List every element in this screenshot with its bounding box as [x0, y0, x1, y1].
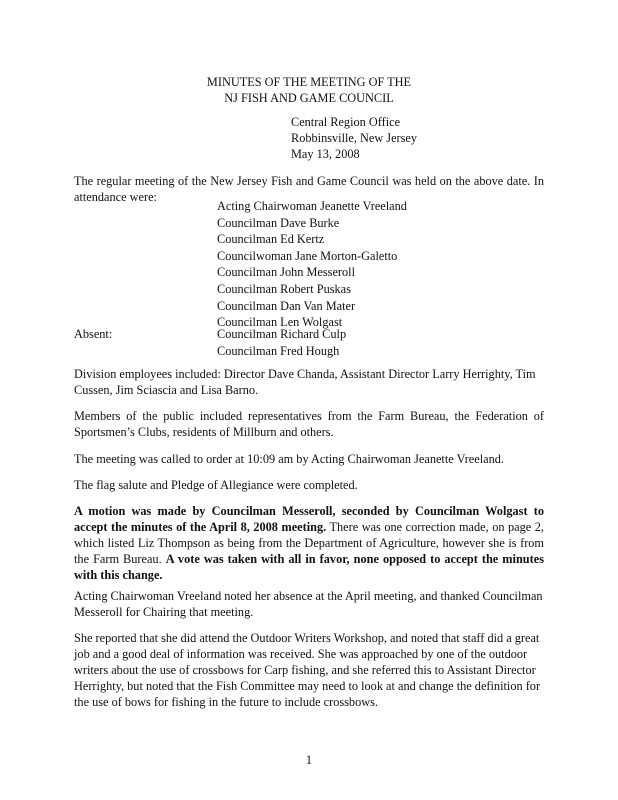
absentee: Councilman Fred Hough	[217, 343, 340, 358]
absent-list	[217, 326, 346, 359]
called-to-order-paragraph: The meeting was called to order at 10:09 am by Acting Chairwoman Jeanette Vreeland.	[74, 452, 504, 466]
attendee: Councilman Robert Puskas	[217, 281, 351, 296]
public-attendance-paragraph: Members of the public included representatives from the Farm Bureau, the Federation of Sportsmen’s Clubs, residents of Millburn and others.	[74, 409, 544, 439]
attendee: Councilman Dan Van Mater	[217, 298, 356, 313]
absence-note-paragraph: Acting Chairwoman Vreeland noted her absence at the April meeting, and thanked Councilman Messeroll for Chairing that meeting.	[74, 589, 543, 619]
motion-text-bold: A motion was made by Councilman Messeroll, seconded by Councilman Wolgast to accept the minutes of the April 8, 2008 meeting.	[74, 504, 544, 534]
workshop-paragraph: She reported that she did attend the Outdoor Writers Workshop, and noted that staff did a great job and a good deal of information was received. She was approached by one of the outdoor writers about the use of crossbows for Carp fishing, and she referred this to Assistant Director Herrighty, but noted that the Fish Committee may need to look at and change the definition for the use of bows for fishing in the future to include crossbows.	[74, 631, 541, 709]
page-number: 1	[305, 753, 313, 767]
motion-text-correction: There was one correction made, on page 2, which listed Liz Thompson as being from the Department of Agriculture, however she is from the Farm Bureau.	[74, 520, 544, 566]
motion-paragraph	[74, 503, 544, 583]
intro-paragraph: The regular meeting of the New Jersey Fish and Game Council was held on the above date. In attendance were:	[74, 174, 544, 204]
location-office: Central Region Office	[291, 115, 401, 129]
location-city: Robbinsville, New Jersey	[291, 131, 418, 145]
attendee: Acting Chairwoman Jeanette Vreeland	[217, 199, 407, 213]
title-line-2: NJ FISH AND GAME COUNCIL	[224, 91, 394, 105]
motion-vote-text-bold: A vote was taken with all in favor, none opposed to accept the minutes with this change.	[74, 552, 544, 582]
attendee: Councilwoman Jane Morton-Galetto	[217, 248, 398, 263]
attendee: Councilman Dave Burke	[217, 215, 340, 230]
attendee: Councilman John Messeroll	[217, 265, 355, 280]
attendee: Councilman Ed Kertz	[217, 232, 325, 247]
title-line-1: MINUTES OF THE MEETING OF THE	[206, 75, 412, 89]
meeting-date: May 13, 2008	[291, 147, 360, 161]
meeting-location	[291, 114, 417, 162]
attendance-list	[217, 198, 407, 331]
attendee: Councilman Len Wolgast	[217, 315, 343, 330]
flag-salute-paragraph: The flag salute and Pledge of Allegiance were completed.	[74, 478, 358, 492]
division-employees-paragraph: Division employees included: Director Dave Chanda, Assistant Director Larry Herrighty, Tim Cussen, Jim Sciascia and Lisa Barno.	[74, 367, 536, 397]
document-title	[0, 74, 618, 106]
absent-label: Absent:	[74, 327, 113, 341]
absentee: Councilman Richard Culp	[217, 327, 347, 341]
